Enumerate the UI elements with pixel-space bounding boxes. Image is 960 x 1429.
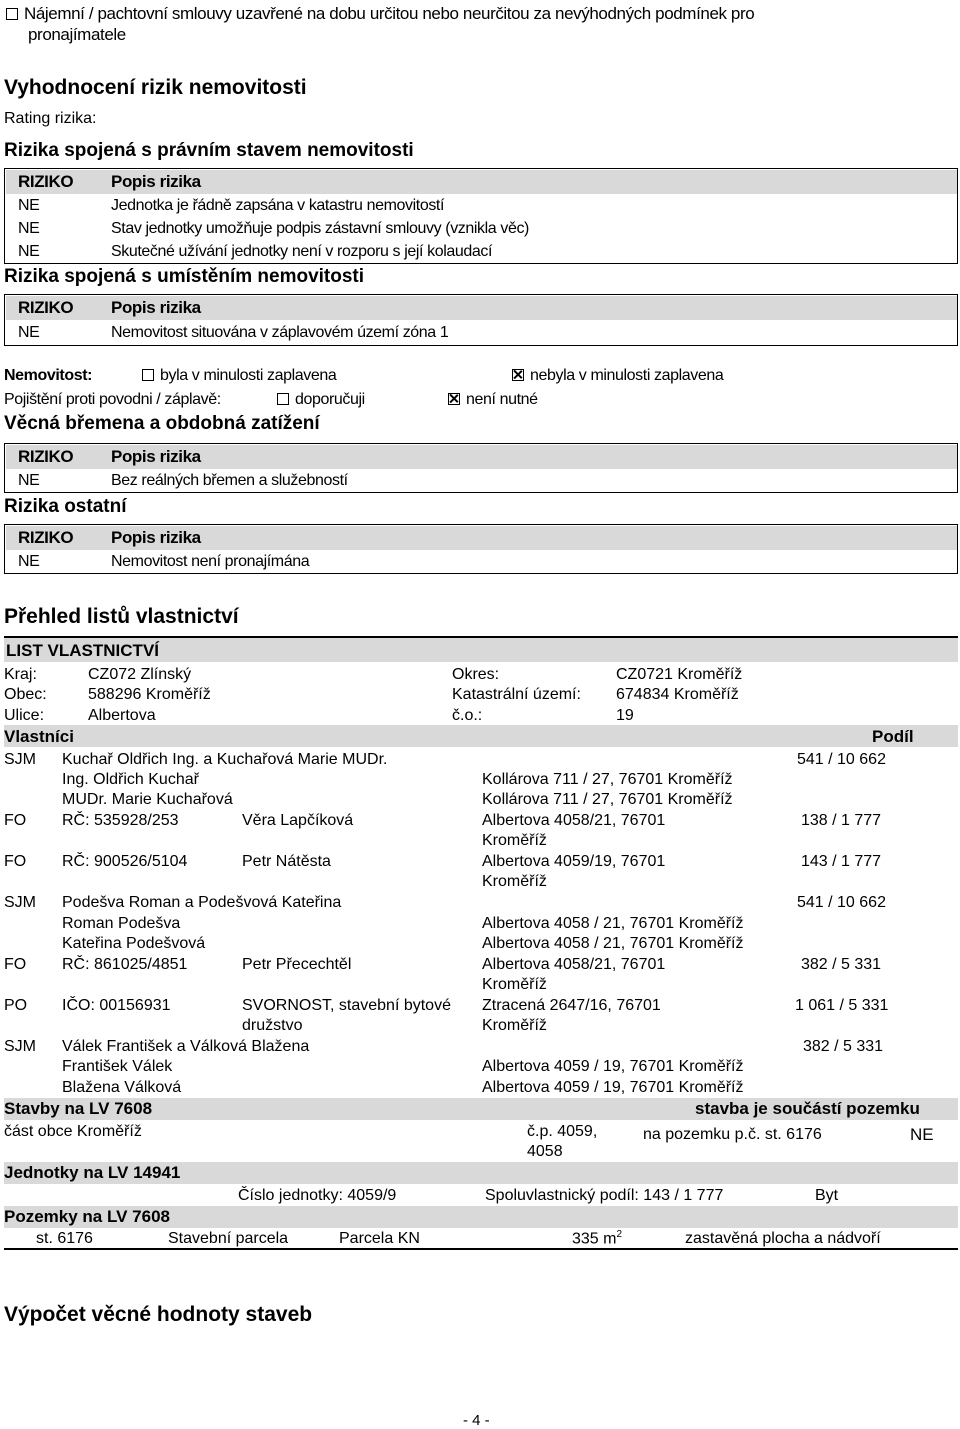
insurance-opt1-checkbox[interactable] [277,393,289,405]
owner-share: 143 / 1 777 [801,853,882,870]
flood-opt1 [142,367,336,385]
lv-section-title: Přehled listů vlastnictví [4,605,239,628]
okres-value: CZ0721 Kroměříž [616,666,743,683]
pozemky-area-value: 335 m [572,1230,617,1248]
valuation-title: Výpočet věcné hodnoty staveb [4,1303,313,1326]
stavby-title: Stavby na LV 7608 [4,1099,153,1118]
burdens-col-desc: Popis rizika [111,447,201,466]
insurance-opt2 [448,391,538,409]
jednotky-unit: Číslo jednotky: 4059/9 [238,1187,397,1204]
burdens-row-risk: NE [18,472,40,489]
legal-col-desc: Popis rizika [111,172,201,191]
insurance-opt2-label: není nutné [466,391,538,408]
rating-label: Rating rizika: [4,110,97,127]
ulice-value: Albertova [88,707,156,724]
owner-address: Ztracená 2647/16, 76701 [482,997,661,1014]
ku-value: 674834 Kroměříž [616,686,739,703]
ku-label: Katastrální území: [452,686,581,703]
stavby-right-title: stavba je součástí pozemku [695,1099,920,1118]
insurance-opt1-label: doporučuji [295,391,365,408]
owner-type: PO [4,997,28,1014]
owner-address: Albertova 4058/21, 76701 [482,812,666,829]
member-name: Kateřina Podešvová [62,935,206,952]
owner-id: RČ: 861025/4851 [62,956,188,973]
stavby-cp: č.p. 4059, [527,1123,598,1140]
owner-address: Albertova 4058/21, 76701 [482,956,666,973]
location-col-risk: RIZIKO [18,298,74,317]
member-address: Albertova 4059 / 19, 76701 Kroměříž [482,1058,744,1075]
owner-type: SJM [4,1038,36,1055]
flood-opt2-label: nebyla v minulosti zaplavena [530,367,724,384]
legal-row-risk: NE [18,243,40,260]
owners-header: Vlastníci [4,727,74,746]
owner-type: FO [4,853,27,870]
owner-share: 138 / 1 777 [801,812,882,829]
burdens-title: Věcná břemena a obdobná zatížení [4,413,320,434]
other-row-risk: NE [18,553,40,570]
member-address: Albertova 4058 / 21, 76701 Kroměříž [482,915,744,932]
owner-share: 541 / 10 662 [797,751,886,768]
owner-type: SJM [4,894,36,911]
owner-share: 382 / 5 331 [801,956,882,973]
legal-row-desc: Stav jednotky umožňuje podpis zástavní smlouvy (vznikla věc) [111,220,529,237]
owner-id: RČ: 900526/5104 [62,853,188,870]
other-risks-title: Rizika ostatní [4,496,127,517]
kraj-value: CZ072 Zlínský [88,666,192,683]
pozemky-kind: Stavební parcela [168,1230,289,1247]
owner-type: FO [4,956,27,973]
owner-name: SVORNOST, stavební bytové [242,997,451,1014]
lv-box-title: LIST VLASTNICTVÍ [6,641,159,660]
flood-opt2-checkbox[interactable] [512,369,524,381]
obec-value: 588296 Kroměříž [88,686,211,703]
owner-name-cont: družstvo [242,1017,303,1034]
owner-name: Petr Přecechtěl [242,956,352,973]
burdens-row-desc: Bez reálných břemen a služebností [111,472,348,489]
other-col-desc: Popis rizika [111,528,201,547]
legal-row-desc: Skutečné užívání jednotky není v rozporu s její kolaudací [111,243,492,260]
obec-label: Obec: [4,686,47,703]
stavby-part: část obce Kroměříž [4,1123,142,1140]
other-col-risk: RIZIKO [18,528,74,547]
pozemky-area [572,1229,622,1249]
owner-name: Podešva Roman a Podešvová Kateřina [62,894,342,911]
ulice-label: Ulice: [4,707,45,724]
co-label: č.o.: [452,707,483,724]
kraj-label: Kraj: [4,666,37,683]
page-number: - 4 - [463,1412,490,1429]
stavby-cp-cont: 4058 [527,1143,563,1160]
owner-address-city: Kroměříž [482,976,547,993]
co-value: 19 [616,707,634,724]
member-address: Kollárova 711 / 27, 76701 Kroměříž [482,791,733,808]
stavby-parcel: na pozemku p.č. st. 6176 [643,1126,822,1143]
legal-row-risk: NE [18,220,40,237]
legal-risks-title: Rizika spojená s právním stavem nemovitosti [4,140,414,161]
owner-type: FO [4,812,27,829]
member-address: Albertova 4059 / 19, 76701 Kroměříž [482,1079,744,1096]
lease-risk-item [6,4,754,24]
owner-address-city: Kroměříž [482,832,547,849]
insurance-opt2-checkbox[interactable] [448,393,460,405]
legal-row-desc: Jednotka je řádně zapsána v katastru nemovitostí [111,197,445,214]
owner-name: Válek František a Válková Blažena [62,1038,310,1055]
burdens-col-risk: RIZIKO [18,447,74,466]
owner-name: Petr Nátěsta [242,853,331,870]
lease-risk-checkbox[interactable] [6,8,18,20]
member-name: Ing. Oldřich Kuchař [62,771,199,788]
lease-risk-text-2: pronajímatele [28,25,126,44]
location-row-desc: Nemovitost situována v záplavovém území zóna 1 [111,324,449,341]
owner-address: Albertova 4059/19, 76701 [482,853,666,870]
pozemky-title: Pozemky na LV 7608 [4,1207,170,1226]
jednotky-type: Byt [815,1187,839,1204]
location-col-desc: Popis rizika [111,298,201,317]
owner-name: Kuchař Oldřich Ing. a Kuchařová Marie MUDr. [62,751,388,768]
owner-address-city: Kroměříž [482,873,547,890]
legal-row-risk: NE [18,197,40,214]
member-address: Albertova 4058 / 21, 76701 Kroměříž [482,935,744,952]
member-address: Kollárova 711 / 27, 76701 Kroměříž [482,771,733,788]
lease-risk-text-1: Nájemní / pachtovní smlouvy uzavřené na dobu určitou nebo neurčitou za nevýhodných podmínek pro [24,4,755,23]
location-risks-title: Rizika spojená s umístěním nemovitosti [4,266,365,287]
jednotky-title: Jednotky na LV 14941 [4,1163,181,1182]
insurance-label: Pojištění proti povodni / záplavě: [4,391,221,408]
member-name: Blažena Válková [62,1079,182,1096]
owner-type: SJM [4,751,36,768]
pozemky-use: zastavěná plocha a nádvoří [685,1230,881,1247]
pozemky-area-exp: 2 [616,1229,623,1240]
stavby-flag: NE [910,1125,934,1144]
owner-name: Věra Lapčíková [242,812,354,829]
owner-id: RČ: 535928/253 [62,812,179,829]
member-name: MUDr. Marie Kuchařová [62,791,233,808]
owner-address-city: Kroměříž [482,1017,547,1034]
pozemky-reg: Parcela KN [339,1230,420,1247]
other-row-desc: Nemovitost není pronajímána [111,553,310,570]
flood-label: Nemovitost: [4,367,93,384]
owner-id: IČO: 00156931 [62,997,171,1014]
owners-header-bar [4,725,958,747]
jednotky-share: Spoluvlastnický podíl: 143 / 1 777 [485,1187,724,1204]
legal-col-risk: RIZIKO [18,172,74,191]
owner-share: 541 / 10 662 [797,894,886,911]
risk-eval-title: Vyhodnocení rizik nemovitosti [4,76,307,99]
flood-opt1-checkbox[interactable] [142,369,154,381]
insurance-opt1 [277,391,365,409]
flood-opt2 [512,367,723,385]
pozemky-parcel: st. 6176 [36,1230,93,1247]
share-header: Podíl [872,727,914,746]
owner-share: 1 061 / 5 331 [795,997,889,1014]
pozemky-bottom-rule [4,1248,958,1250]
flood-opt1-label: byla v minulosti zaplavena [160,367,337,384]
okres-label: Okres: [452,666,500,683]
location-row-risk: NE [18,324,40,341]
member-name: František Válek [62,1058,173,1075]
owner-share: 382 / 5 331 [803,1038,884,1055]
member-name: Roman Podešva [62,915,181,932]
